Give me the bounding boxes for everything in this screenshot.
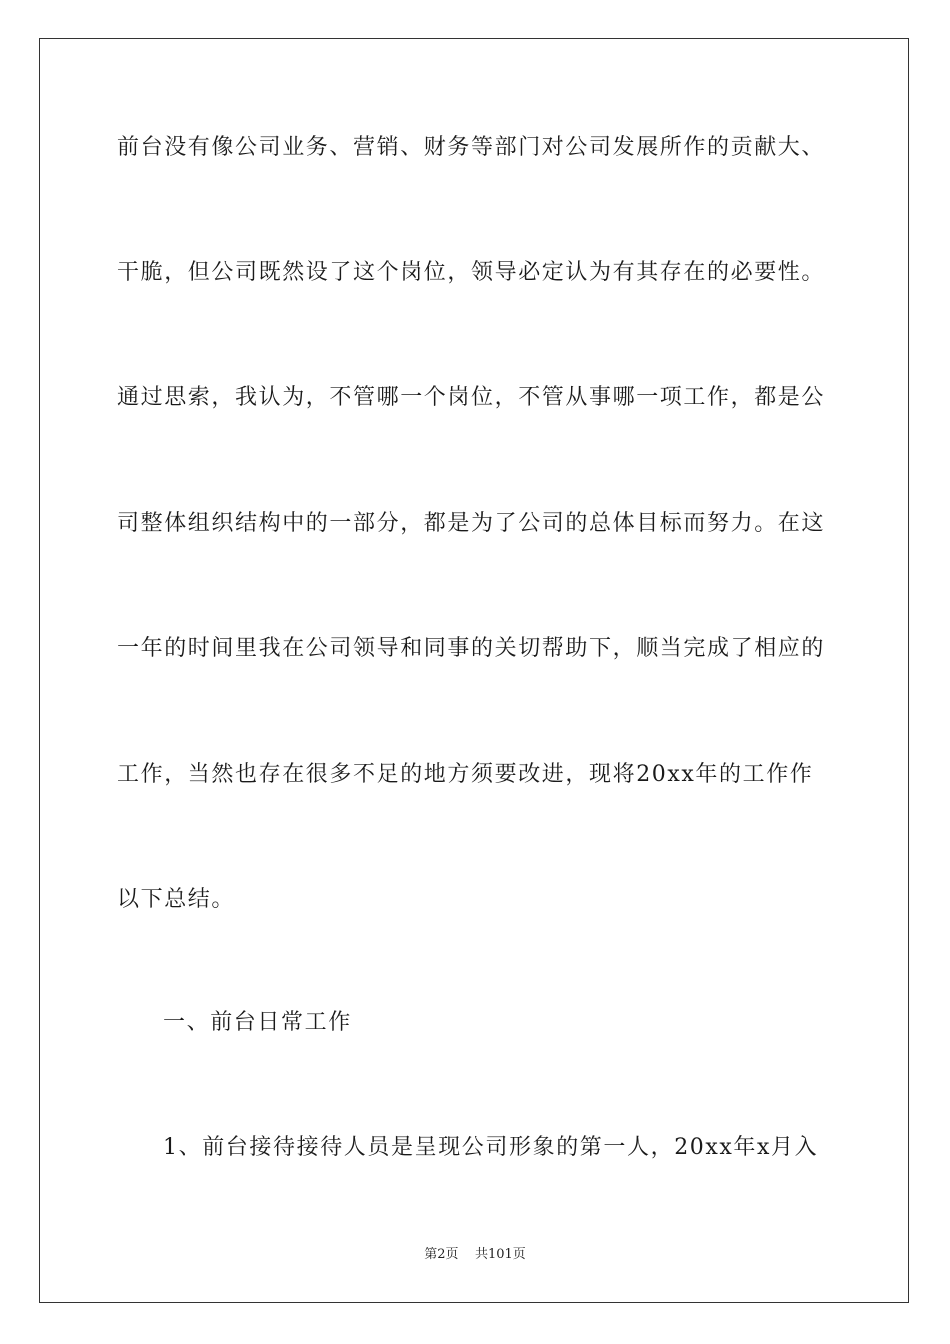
body-text-line-1: 前台没有像公司业务、营销、财务等部门对公司发展所作的贡献大、: [117, 135, 826, 160]
page-border: [39, 38, 909, 1303]
body-text-line-4: 司整体组织结构中的一部分，都是为了公司的总体目标而努力。在这: [117, 511, 826, 536]
page-number-footer: 第2页 共101页: [424, 1247, 526, 1262]
list-item-1: 1、前台接待接待人员是呈现公司形象的第一人，20xx年x月入: [163, 1135, 819, 1160]
body-text-line-6: 工作，当然也存在很多不足的地方须要改进，现将20xx年的工作作: [117, 762, 814, 787]
section-heading: 一、前台日常工作: [163, 1010, 352, 1035]
body-text-line-5: 一年的时间里我在公司领导和同事的关切帮助下，顺当完成了相应的: [117, 636, 826, 661]
body-text-line-7: 以下总结。: [117, 887, 236, 912]
body-text-line-3: 通过思索，我认为，不管哪一个岗位，不管从事哪一项工作，都是公: [117, 385, 826, 410]
body-text-line-2: 干脆，但公司既然设了这个岗位，领导必定认为有其存在的必要性。: [117, 260, 826, 285]
